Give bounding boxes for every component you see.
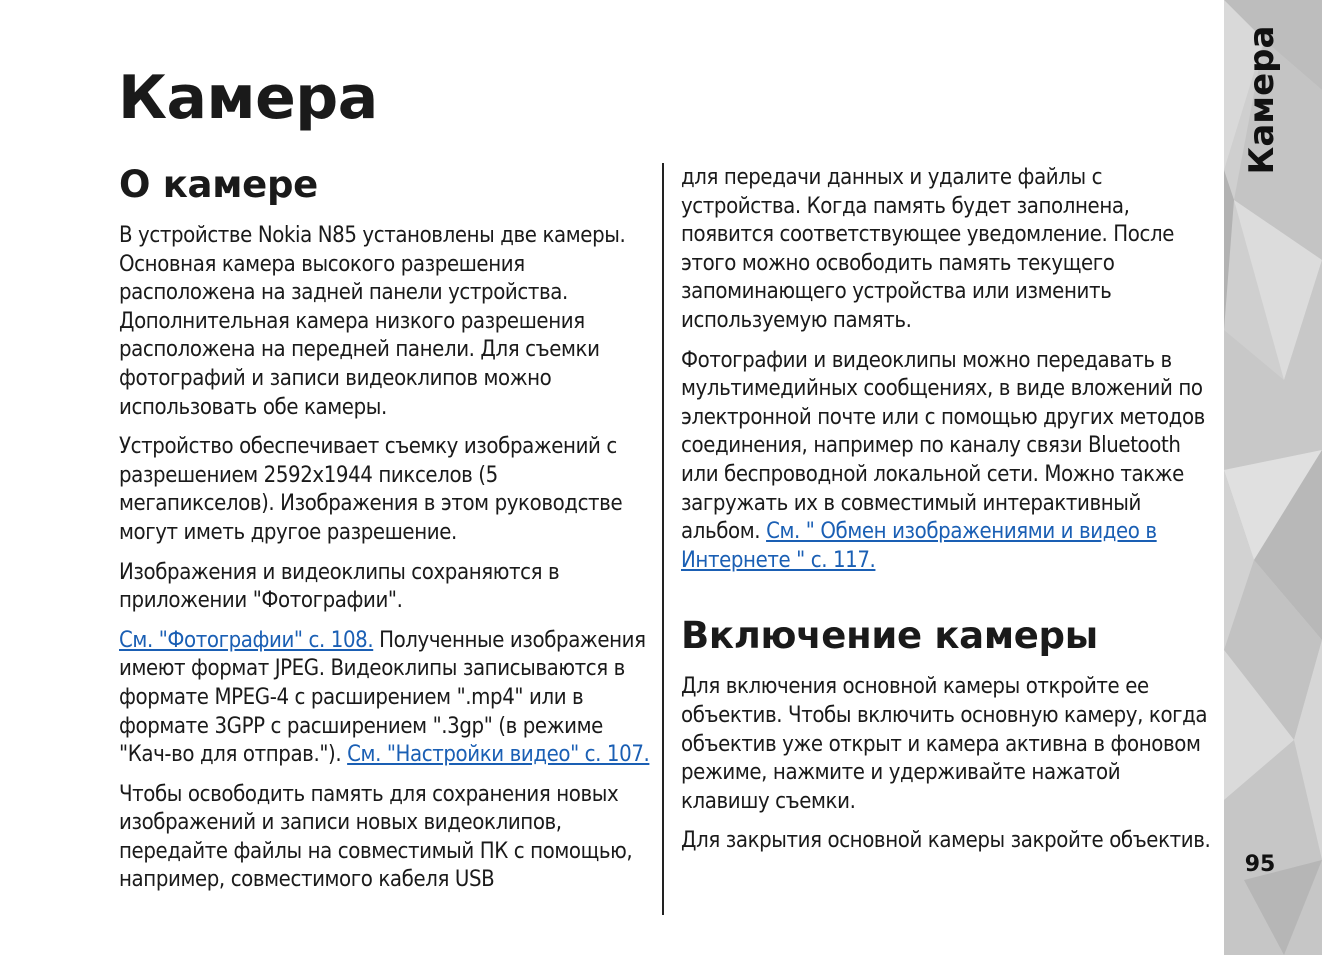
column-divider (662, 163, 664, 915)
paragraph (681, 347, 1213, 576)
paragraph: Изображения и видеоклипы сохраняются в приложении "Фотографии". (119, 559, 560, 614)
paragraph (119, 627, 655, 770)
paragraph-text: Фотографии и видеоклипы можно передавать в мультимедийных сообщениях, в виде вложений по электронной почте или с помощью других методов соединения, например по каналу связи Bluetooth или беспроводной локальной сети. Можно также загружать их в совместимый интерактивный альбом. (681, 347, 1205, 545)
side-tab (1240, 25, 1284, 175)
link-image-sharing[interactable]: См. " Обмен изображениями и видео в Интернете " с. 117. (681, 519, 1157, 573)
paragraph: Устройство обеспечивает съемку изображений с разрешением 2592x1944 пикселов (5 мегапикселов). Изображения в этом руководстве могут иметь другое разрешение. (119, 434, 623, 545)
right-column (681, 164, 1213, 867)
page-number: 95 (1244, 852, 1276, 877)
paragraph: для передачи данных и удалите файлы с устройства. Когда память будет заполнена, появится соответствующее уведомление. После этого можно освободить память текущего запоминающего устройства или изменить используемую память. (681, 165, 1174, 333)
page-title: Камера (118, 63, 378, 133)
paragraph: Для закрытия основной камеры закройте объектив. (681, 828, 1211, 854)
paragraph: Чтобы освободить память для сохранения новых изображений и записи новых видеоклипов, передайте файлы на совместимый ПК с помощью, например, совместимого кабеля USB (119, 781, 633, 893)
section-heading-about-camera: О камере (119, 163, 318, 206)
paragraph: В устройстве Nokia N85 установлены две камеры. Основная камера высокого разрешения расположена на задней панели устройства. Дополнительная камера низкого разрешения расположена на передней панели. Для съемки фотографий и записи видеоклипов можно использовать обе камеры. (119, 223, 626, 420)
left-column (119, 160, 655, 906)
section-heading-turn-on-camera: Включение камеры (681, 614, 1098, 658)
paragraph: Для включения основной камеры откройте ее объектив. Чтобы включить основную камеру, когда объектив уже открыт и камера активна в фоновом режиме, нажмите и удерживайте нажатой клавишу съемки. (681, 674, 1208, 814)
side-tab-label: Камера (1242, 25, 1282, 175)
paragraph-text: Полученные изображения имеют формат JPEG. Видеоклипы записываются в формате MPEG-4 с расширением ".mp4" или в формате 3GPP с расширением ".3gp" (в режиме "Кач-во для отправ."). (119, 627, 646, 768)
link-video-settings[interactable]: См. "Настройки видео" с. 107. (347, 742, 650, 768)
link-photos[interactable]: См. "Фотографии" с. 108. (119, 627, 374, 653)
